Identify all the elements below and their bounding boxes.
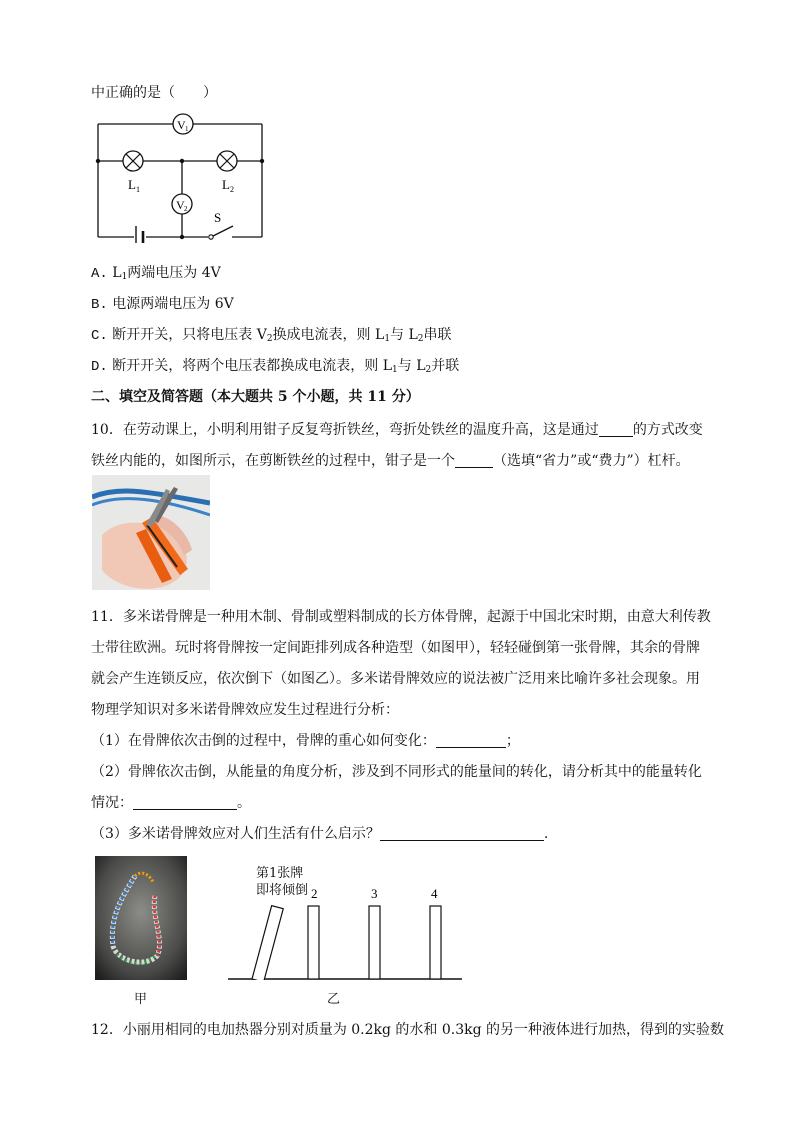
- answer-blank[interactable]: [455, 453, 493, 468]
- answer-blank[interactable]: [380, 826, 544, 841]
- l1-sub: 1: [136, 185, 140, 194]
- battery-icon: [136, 226, 143, 243]
- lamp-l2-icon: [217, 151, 237, 171]
- domino-number-2: 2: [311, 886, 318, 901]
- lamp-l1-icon: [123, 151, 143, 171]
- q12-line-1: 12．小丽用相同的电加热器分别对质量为 0.2kg 的水和 0.3kg 的另一种液体进行加热，得到的实验数: [91, 1022, 725, 1038]
- v2-sub: 2: [184, 205, 188, 213]
- q10-line-2: 铁丝内能的，如图所示，在剪断铁丝的过程中，钳子是一个 （选填“省力”或“费力”）杠杆。: [91, 453, 690, 469]
- answer-blank[interactable]: [133, 795, 237, 810]
- switch-icon: [209, 226, 233, 239]
- q9-option-c: C. 断开开关，只将电压表 $V_2$换成电流表，则 $L_1$与 $L_2$串联: [91, 327, 452, 344]
- q9-option-b: B. 电源两端电压为 6V: [91, 296, 234, 313]
- answer-blank[interactable]: [599, 422, 633, 437]
- domino-number-3: 3: [371, 886, 378, 901]
- l2-label: L: [222, 177, 230, 192]
- circuit-diagram: [90, 108, 270, 243]
- answer-blank[interactable]: [436, 733, 506, 748]
- q11-line-2: 士带往欧洲。玩时将骨牌按一定间距排列成各种造型（如图甲），轻轻碰倒第一张骨牌，其余的骨牌: [91, 640, 700, 656]
- q11-sub-3: （3）多米诺骨牌效应对人们生活有什么启示？ .: [91, 826, 549, 842]
- q9-stem-tail: 中正确的是（ ）: [91, 85, 217, 101]
- v1-sub: 1: [185, 125, 189, 133]
- q11-line-4: 物理学知识对多米诺骨牌效应发生过程进行分析：: [91, 702, 399, 718]
- v1-label: V: [177, 118, 186, 132]
- l2-sub: 2: [230, 185, 234, 194]
- voltmeter-v2-icon: [172, 194, 192, 214]
- v2-label: V: [176, 198, 185, 212]
- figure-caption-b: 乙: [327, 992, 341, 1007]
- q11-line-3: 就会产生连锁反应，依次倒下（如图乙）。多米诺骨牌效应的说法被广泛用来比喻许多社会现象。用: [91, 671, 700, 687]
- section-heading: 二、填空及简答题（本大题共 5 个小题，共 11 分）: [91, 389, 420, 405]
- figure-caption-a: 甲: [134, 992, 148, 1007]
- first-domino-label: 第1张牌 即将倾倒: [256, 866, 309, 898]
- q9-option-a: A. $L_1$两端电压为 4V: [91, 265, 221, 282]
- domino-photo: [95, 856, 187, 980]
- q11-line-1: 11．多米诺骨牌是一种用木制、骨制或塑料制成的长方体骨牌，起源于中国北宋时期，由意大利传教: [91, 609, 711, 625]
- q11-sub-2: （2）骨牌依次击倒，从能量的角度分析，涉及到不同形式的能量间的转化，请分析其中的能量转化: [91, 764, 702, 780]
- voltmeter-v1-icon: [173, 114, 193, 134]
- q10-line-1: 10．在劳动课上，小明利用钳子反复弯折铁丝，弯折处铁丝的温度升高，这是通过 的方式改变: [91, 422, 703, 438]
- q11-sub-2-cont: 情况： 。: [91, 795, 251, 811]
- l1-label: L: [128, 177, 136, 192]
- pliers-photo: [92, 475, 210, 590]
- q11-sub-1: （1）在骨牌依次击倒的过程中，骨牌的重心如何变化： ；: [91, 733, 520, 749]
- domino-number-4: 4: [431, 886, 438, 901]
- q9-option-d: D. 断开开关，将两个电压表都换成电流表，则 $L_1$与 $L_2$并联: [91, 358, 460, 375]
- switch-label: S: [214, 210, 222, 225]
